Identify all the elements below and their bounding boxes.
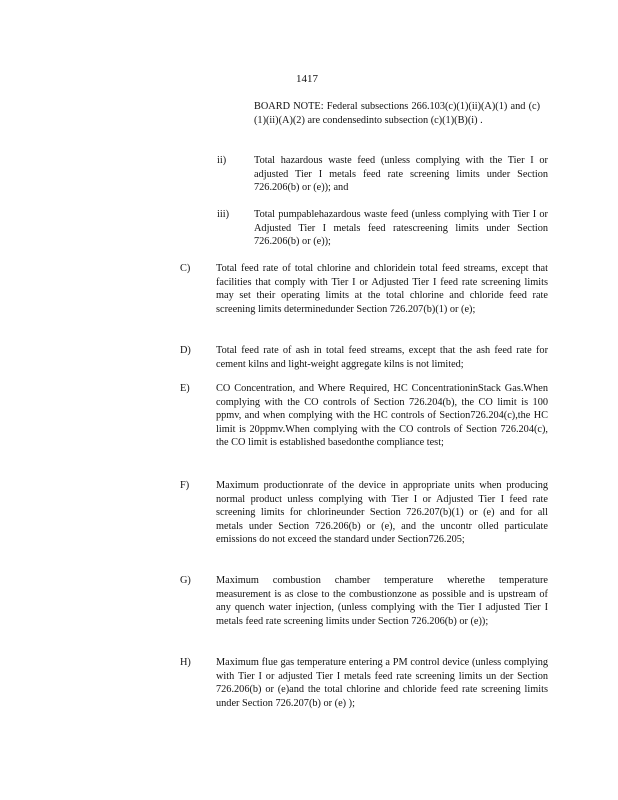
subitem-text: Total pumpablehazardous waste feed (unless complying with Tier I or Adjusted Tier I metals feed ratescreening limits under Section 726.206(b) or (e)); <box>254 209 548 248</box>
subitem-text: Total hazardous waste feed (unless complying with the Tier I or adjusted Tier I metals feed rate screening limits under Section 726.206(b) or (e)); and <box>254 155 548 194</box>
item-text: Maximum combustion chamber temperature wherethe temperature measurement is as close to the combustionzone as possible and is upstream of any quench water injection, (unless complying with the Tier I adjusted Tier I metals feed rate screening limits under Section 726.206(b) or (e)); <box>216 575 548 627</box>
item-text: Maximum flue gas temperature entering a PM control device (unless complying with Tier I or adjusted Tier I metals feed rate screening limits un der Section 726.206(b) or (e)and the total chlorine and chloride feed rate screening limits under Section 726.207(b) or (e) ); <box>216 657 548 709</box>
page-number: 1417 <box>296 73 318 85</box>
item-label: H) <box>180 657 191 668</box>
item-label: G) <box>180 575 191 586</box>
item-text: Total feed rate of total chlorine and chloridein total feed streams, except that facilities that comply with Tier I or Adjusted Tier I feed rate screening limits may set their operating limits at the total chlorine and chloride feed rate screening limits determinedunder Section 726.207(b)(1) or (e); <box>216 263 548 315</box>
subitem-label: ii) <box>217 155 227 166</box>
item-label: F) <box>180 480 190 491</box>
board-note <box>254 100 540 127</box>
item-text: Total feed rate of ash in total feed streams, except that the ash feed rate for cement kilns and light-weight aggregate kilns is not limited; <box>216 345 548 370</box>
subitem-label: iii) <box>217 209 230 220</box>
board-note-text: BOARD NOTE: Federal subsections 266.103(c)(1)(ii)(A)(1) and (c)(1)(ii)(A)(2) are condensedinto subsection (c)(1)(B)(i) . <box>254 101 540 126</box>
item-label: D) <box>180 345 191 356</box>
item-text: Maximum productionrate of the device in appropriate units when producing normal product unless complying with Tier I or Adjusted Tier I feed rate screening limits for chlorineunder Section 726.207(b)(1) or (e) and for all metals under Section 726.206(b) or (e), and the uncontr olled particulate emissions do not exceed the standard under Section726.205; <box>216 480 548 546</box>
item-text: CO Concentration, and Where Required, HC ConcentrationinStack Gas.When complying with the CO controls of Section 726.204(b), the CO limit is 100 ppmv, and when complying with the HC controls of Section726.204(c),the HC limit is 20ppmv.When complying with the CO controls of Section 726.204(c), the CO limit is established basedonthe compliance test; <box>216 383 548 449</box>
item-label: E) <box>180 383 190 394</box>
item-label: C) <box>180 263 191 274</box>
